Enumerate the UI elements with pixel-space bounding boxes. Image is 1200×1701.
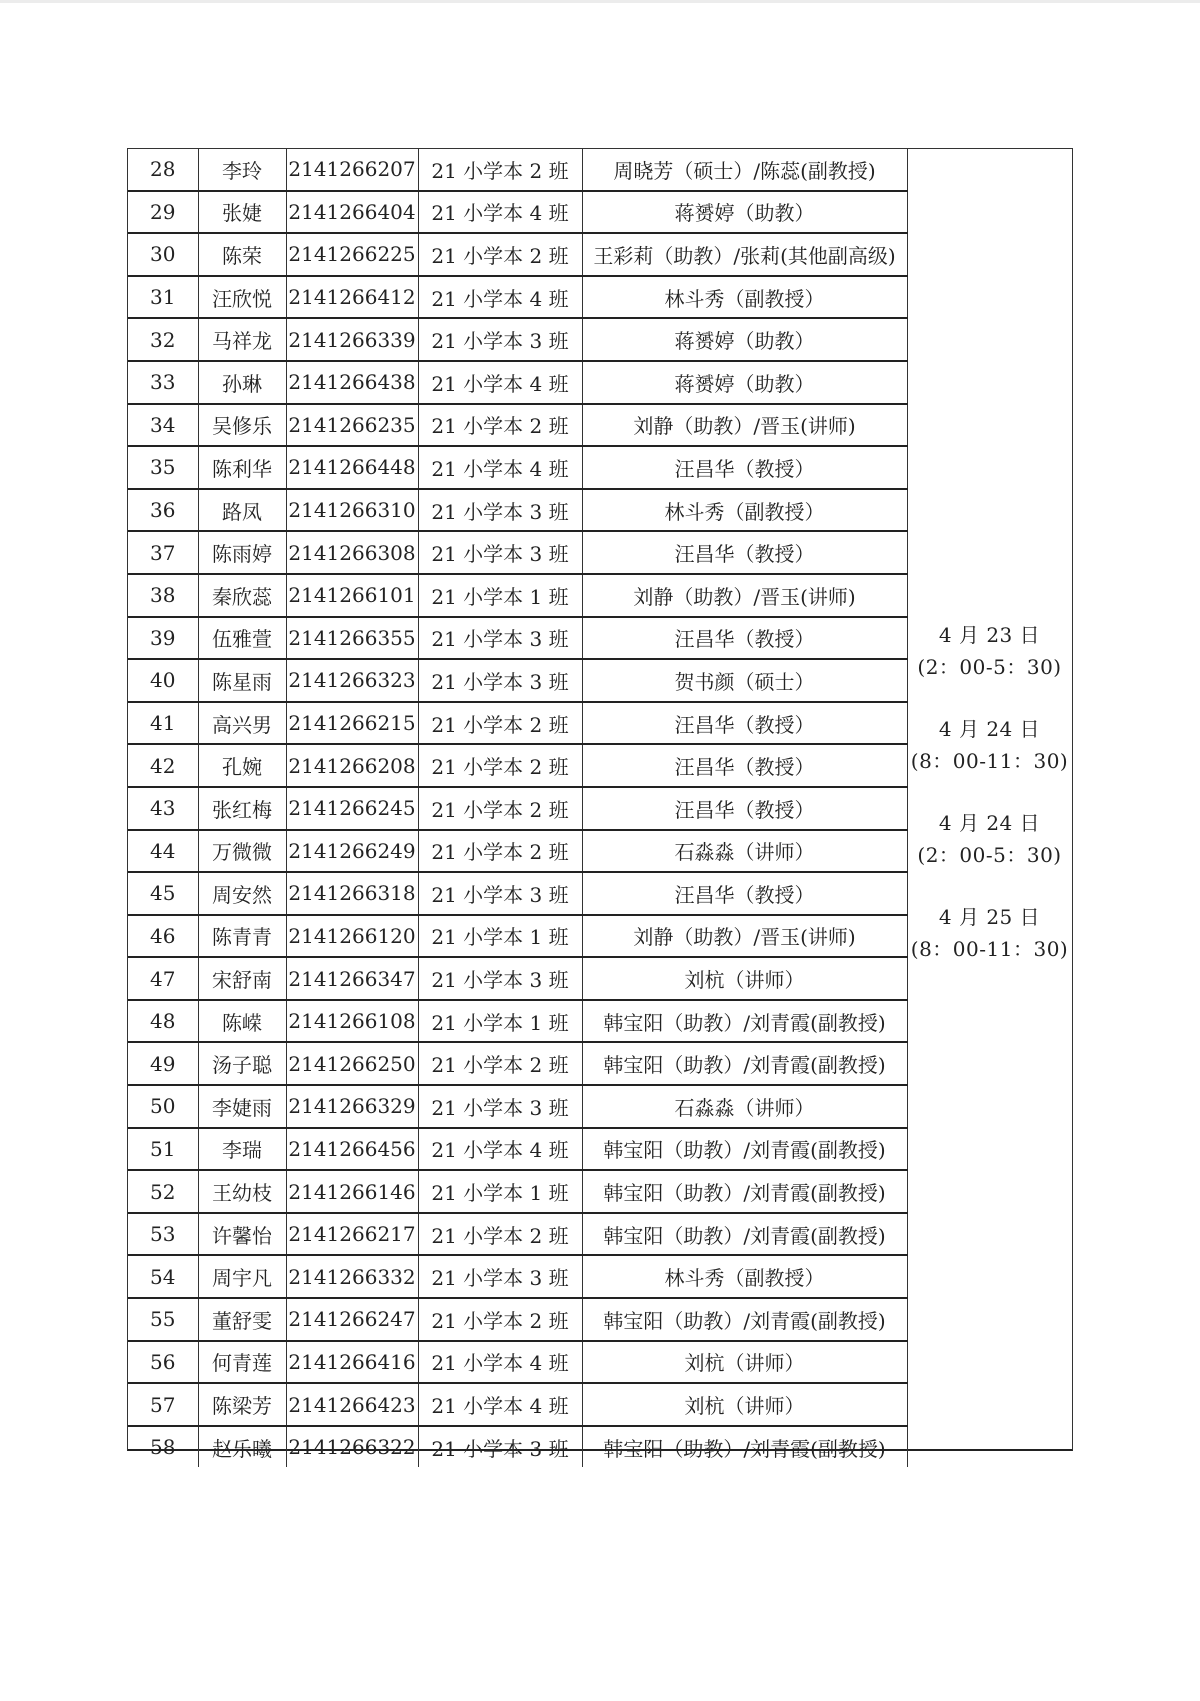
student-id-cell: 2141266108	[286, 1000, 418, 1043]
student-name-cell: 汪欣悦	[198, 276, 286, 319]
table-row	[128, 915, 907, 958]
student-name-cell: 周安然	[198, 872, 286, 915]
schedule-slot	[907, 713, 1072, 807]
class-name-cell: 21 小学本 3 班	[418, 1255, 582, 1298]
row-number-cell: 45	[128, 872, 198, 915]
supervisor-cell: 汪昌华（教授）	[582, 531, 907, 574]
student-id-cell: 2141266225	[286, 233, 418, 276]
student-id-cell: 2141266318	[286, 872, 418, 915]
student-name-cell: 陈星雨	[198, 659, 286, 702]
table-row	[128, 744, 907, 787]
row-number-cell: 55	[128, 1298, 198, 1341]
class-name-cell: 21 小学本 3 班	[418, 318, 582, 361]
student-name-cell: 高兴男	[198, 702, 286, 745]
class-name-cell: 21 小学本 2 班	[418, 1213, 582, 1256]
row-number-cell: 35	[128, 446, 198, 489]
row-number-cell: 57	[128, 1383, 198, 1426]
student-name-cell: 张红梅	[198, 787, 286, 830]
student-id-cell: 2141266101	[286, 574, 418, 617]
schedule-time: (8：00-11：30)	[910, 749, 1069, 773]
roster-table-frame	[127, 148, 1073, 1461]
table-row	[128, 489, 907, 532]
student-id-cell: 2141266412	[286, 276, 418, 319]
table-row	[128, 233, 907, 276]
table-row	[128, 617, 907, 660]
class-name-cell: 21 小学本 3 班	[418, 957, 582, 1000]
student-id-cell: 2141266245	[286, 787, 418, 830]
row-number-cell: 42	[128, 744, 198, 787]
student-id-cell: 2141266329	[286, 1085, 418, 1128]
student-name-cell: 吴修乐	[198, 404, 286, 447]
student-name-cell: 董舒雯	[198, 1298, 286, 1341]
schedule-time: (8：00-11：30)	[910, 937, 1069, 961]
roster-body	[128, 149, 907, 1467]
supervisor-cell: 林斗秀（副教授）	[582, 1255, 907, 1298]
table-row	[128, 957, 907, 1000]
table-row	[128, 149, 907, 191]
schedule-column	[907, 619, 1072, 995]
class-name-cell: 21 小学本 2 班	[418, 1042, 582, 1085]
class-name-cell: 21 小学本 3 班	[418, 1085, 582, 1128]
student-name-cell: 陈梁芳	[198, 1383, 286, 1426]
schedule-date: 4 月 25 日	[938, 905, 1041, 929]
schedule-time: (2：00-5：30)	[917, 655, 1062, 679]
row-number-cell: 36	[128, 489, 198, 532]
supervisor-cell: 汪昌华（教授）	[582, 702, 907, 745]
row-number-cell: 47	[128, 957, 198, 1000]
table-row	[128, 276, 907, 319]
supervisor-cell: 林斗秀（副教授）	[582, 489, 907, 532]
class-name-cell: 21 小学本 4 班	[418, 1341, 582, 1384]
student-id-cell: 2141266355	[286, 617, 418, 660]
student-id-cell: 2141266438	[286, 361, 418, 404]
table-row	[128, 1000, 907, 1043]
table-row	[128, 574, 907, 617]
student-name-cell: 赵乐曦	[198, 1426, 286, 1468]
class-name-cell: 21 小学本 4 班	[418, 361, 582, 404]
supervisor-cell: 石淼淼（讲师）	[582, 1085, 907, 1128]
supervisor-cell: 林斗秀（副教授）	[582, 276, 907, 319]
student-name-cell: 宋舒南	[198, 957, 286, 1000]
student-id-cell: 2141266120	[286, 915, 418, 958]
supervisor-cell: 韩宝阳（助教）/刘青霞(副教授)	[582, 1170, 907, 1213]
table-row	[128, 1085, 907, 1128]
student-name-cell: 张婕	[198, 191, 286, 234]
student-name-cell: 周宇凡	[198, 1255, 286, 1298]
student-id-cell: 2141266235	[286, 404, 418, 447]
student-id-cell: 2141266247	[286, 1298, 418, 1341]
student-name-cell: 王幼枝	[198, 1170, 286, 1213]
student-id-cell: 2141266308	[286, 531, 418, 574]
row-number-cell: 41	[128, 702, 198, 745]
student-name-cell: 汤子聪	[198, 1042, 286, 1085]
supervisor-cell: 王彩莉（助教）/张莉(其他副高级)	[582, 233, 907, 276]
schedule-date: 4 月 23 日	[938, 623, 1041, 647]
student-id-cell: 2141266322	[286, 1426, 418, 1468]
supervisor-cell: 汪昌华（教授）	[582, 872, 907, 915]
class-name-cell: 21 小学本 2 班	[418, 787, 582, 830]
supervisor-cell: 蒋赟婷（助教）	[582, 191, 907, 234]
student-name-cell: 路凤	[198, 489, 286, 532]
row-number-cell: 50	[128, 1085, 198, 1128]
table-row	[128, 830, 907, 873]
class-name-cell: 21 小学本 3 班	[418, 1426, 582, 1468]
student-name-cell: 孙琳	[198, 361, 286, 404]
row-number-cell: 51	[128, 1128, 198, 1171]
supervisor-cell: 韩宝阳（助教）/刘青霞(副教授)	[582, 1042, 907, 1085]
student-name-cell: 陈青青	[198, 915, 286, 958]
row-number-cell: 58	[128, 1426, 198, 1468]
student-id-cell: 2141266339	[286, 318, 418, 361]
student-id-cell: 2141266249	[286, 830, 418, 873]
class-name-cell: 21 小学本 3 班	[418, 659, 582, 702]
supervisor-cell: 贺书颜（硕士）	[582, 659, 907, 702]
supervisor-cell: 周晓芳（硕士）/陈蕊(副教授)	[582, 149, 907, 191]
row-number-cell: 28	[128, 149, 198, 191]
schedule-time: (2：00-5：30)	[917, 843, 1062, 867]
table-row	[128, 1042, 907, 1085]
student-name-cell: 陈嵘	[198, 1000, 286, 1043]
supervisor-cell: 蒋赟婷（助教）	[582, 318, 907, 361]
table-row	[128, 659, 907, 702]
class-name-cell: 21 小学本 2 班	[418, 1298, 582, 1341]
student-id-cell: 2141266347	[286, 957, 418, 1000]
supervisor-cell: 刘静（助教）/晋玉(讲师)	[582, 574, 907, 617]
row-number-cell: 37	[128, 531, 198, 574]
class-name-cell: 21 小学本 1 班	[418, 915, 582, 958]
supervisor-cell: 汪昌华（教授）	[582, 446, 907, 489]
table-row	[128, 1298, 907, 1341]
student-id-cell: 2141266215	[286, 702, 418, 745]
row-number-cell: 52	[128, 1170, 198, 1213]
row-number-cell: 46	[128, 915, 198, 958]
table-row	[128, 1170, 907, 1213]
supervisor-cell: 蒋赟婷（助教）	[582, 361, 907, 404]
class-name-cell: 21 小学本 2 班	[418, 830, 582, 873]
student-id-cell: 2141266456	[286, 1128, 418, 1171]
student-name-cell: 陈雨婷	[198, 531, 286, 574]
supervisor-cell: 韩宝阳（助教）/刘青霞(副教授)	[582, 1213, 907, 1256]
class-name-cell: 21 小学本 3 班	[418, 531, 582, 574]
supervisor-cell: 石淼淼（讲师）	[582, 830, 907, 873]
supervisor-cell: 刘杭（讲师）	[582, 1383, 907, 1426]
table-row	[128, 702, 907, 745]
class-name-cell: 21 小学本 1 班	[418, 1170, 582, 1213]
supervisor-cell: 汪昌华（教授）	[582, 617, 907, 660]
student-name-cell: 马祥龙	[198, 318, 286, 361]
student-roster-table	[128, 149, 908, 1467]
student-name-cell: 李瑞	[198, 1128, 286, 1171]
supervisor-cell: 刘杭（讲师）	[582, 1341, 907, 1384]
student-id-cell: 2141266416	[286, 1341, 418, 1384]
supervisor-cell: 汪昌华（教授）	[582, 744, 907, 787]
student-name-cell: 伍雅萱	[198, 617, 286, 660]
table-row	[128, 787, 907, 830]
row-number-cell: 43	[128, 787, 198, 830]
table-row	[128, 1341, 907, 1384]
student-name-cell: 孔婉	[198, 744, 286, 787]
table-row	[128, 1128, 907, 1171]
supervisor-cell: 刘杭（讲师）	[582, 957, 907, 1000]
class-name-cell: 21 小学本 1 班	[418, 574, 582, 617]
schedule-slot	[907, 807, 1072, 901]
row-number-cell: 39	[128, 617, 198, 660]
student-id-cell: 2141266332	[286, 1255, 418, 1298]
table-row	[128, 361, 907, 404]
class-name-cell: 21 小学本 4 班	[418, 1383, 582, 1426]
student-name-cell: 李玲	[198, 149, 286, 191]
student-name-cell: 陈荣	[198, 233, 286, 276]
student-id-cell: 2141266250	[286, 1042, 418, 1085]
class-name-cell: 21 小学本 4 班	[418, 276, 582, 319]
row-number-cell: 48	[128, 1000, 198, 1043]
student-name-cell: 万微微	[198, 830, 286, 873]
row-number-cell: 44	[128, 830, 198, 873]
class-name-cell: 21 小学本 4 班	[418, 1128, 582, 1171]
row-number-cell: 53	[128, 1213, 198, 1256]
supervisor-cell: 韩宝阳（助教）/刘青霞(副教授)	[582, 1426, 907, 1468]
student-name-cell: 许馨怡	[198, 1213, 286, 1256]
table-row	[128, 1383, 907, 1426]
student-id-cell: 2141266217	[286, 1213, 418, 1256]
schedule-date: 4 月 24 日	[938, 717, 1041, 741]
table-row	[128, 446, 907, 489]
row-number-cell: 34	[128, 404, 198, 447]
row-number-cell: 56	[128, 1341, 198, 1384]
student-id-cell: 2141266423	[286, 1383, 418, 1426]
student-id-cell: 2141266146	[286, 1170, 418, 1213]
student-id-cell: 2141266448	[286, 446, 418, 489]
class-name-cell: 21 小学本 3 班	[418, 617, 582, 660]
row-number-cell: 40	[128, 659, 198, 702]
schedule-date: 4 月 24 日	[938, 811, 1041, 835]
student-name-cell: 秦欣蕊	[198, 574, 286, 617]
student-name-cell: 李婕雨	[198, 1085, 286, 1128]
row-number-cell: 33	[128, 361, 198, 404]
student-name-cell: 陈利华	[198, 446, 286, 489]
class-name-cell: 21 小学本 2 班	[418, 149, 582, 191]
row-number-cell: 49	[128, 1042, 198, 1085]
class-name-cell: 21 小学本 2 班	[418, 404, 582, 447]
class-name-cell: 21 小学本 2 班	[418, 744, 582, 787]
supervisor-cell: 汪昌华（教授）	[582, 787, 907, 830]
student-id-cell: 2141266310	[286, 489, 418, 532]
student-name-cell: 何青莲	[198, 1341, 286, 1384]
table-row	[128, 531, 907, 574]
row-number-cell: 54	[128, 1255, 198, 1298]
supervisor-cell: 韩宝阳（助教）/刘青霞(副教授)	[582, 1298, 907, 1341]
class-name-cell: 21 小学本 3 班	[418, 872, 582, 915]
page-top-edge	[0, 0, 1200, 3]
student-id-cell: 2141266208	[286, 744, 418, 787]
table-row	[128, 404, 907, 447]
table-row	[128, 872, 907, 915]
schedule-slot	[907, 901, 1072, 995]
class-name-cell: 21 小学本 4 班	[418, 446, 582, 489]
supervisor-cell: 韩宝阳（助教）/刘青霞(副教授)	[582, 1000, 907, 1043]
class-name-cell: 21 小学本 2 班	[418, 702, 582, 745]
schedule-slot	[907, 619, 1072, 713]
table-row	[128, 191, 907, 234]
student-id-cell: 2141266323	[286, 659, 418, 702]
row-number-cell: 29	[128, 191, 198, 234]
row-number-cell: 32	[128, 318, 198, 361]
student-id-cell: 2141266207	[286, 149, 418, 191]
class-name-cell: 21 小学本 1 班	[418, 1000, 582, 1043]
class-name-cell: 21 小学本 4 班	[418, 191, 582, 234]
class-name-cell: 21 小学本 3 班	[418, 489, 582, 532]
student-id-cell: 2141266404	[286, 191, 418, 234]
table-row	[128, 318, 907, 361]
supervisor-cell: 韩宝阳（助教）/刘青霞(副教授)	[582, 1128, 907, 1171]
supervisor-cell: 刘静（助教）/晋玉(讲师)	[582, 404, 907, 447]
table-row	[128, 1213, 907, 1256]
table-row	[128, 1426, 907, 1468]
table-row	[128, 1255, 907, 1298]
row-number-cell: 38	[128, 574, 198, 617]
row-number-cell: 30	[128, 233, 198, 276]
supervisor-cell: 刘静（助教）/晋玉(讲师)	[582, 915, 907, 958]
class-name-cell: 21 小学本 2 班	[418, 233, 582, 276]
row-number-cell: 31	[128, 276, 198, 319]
